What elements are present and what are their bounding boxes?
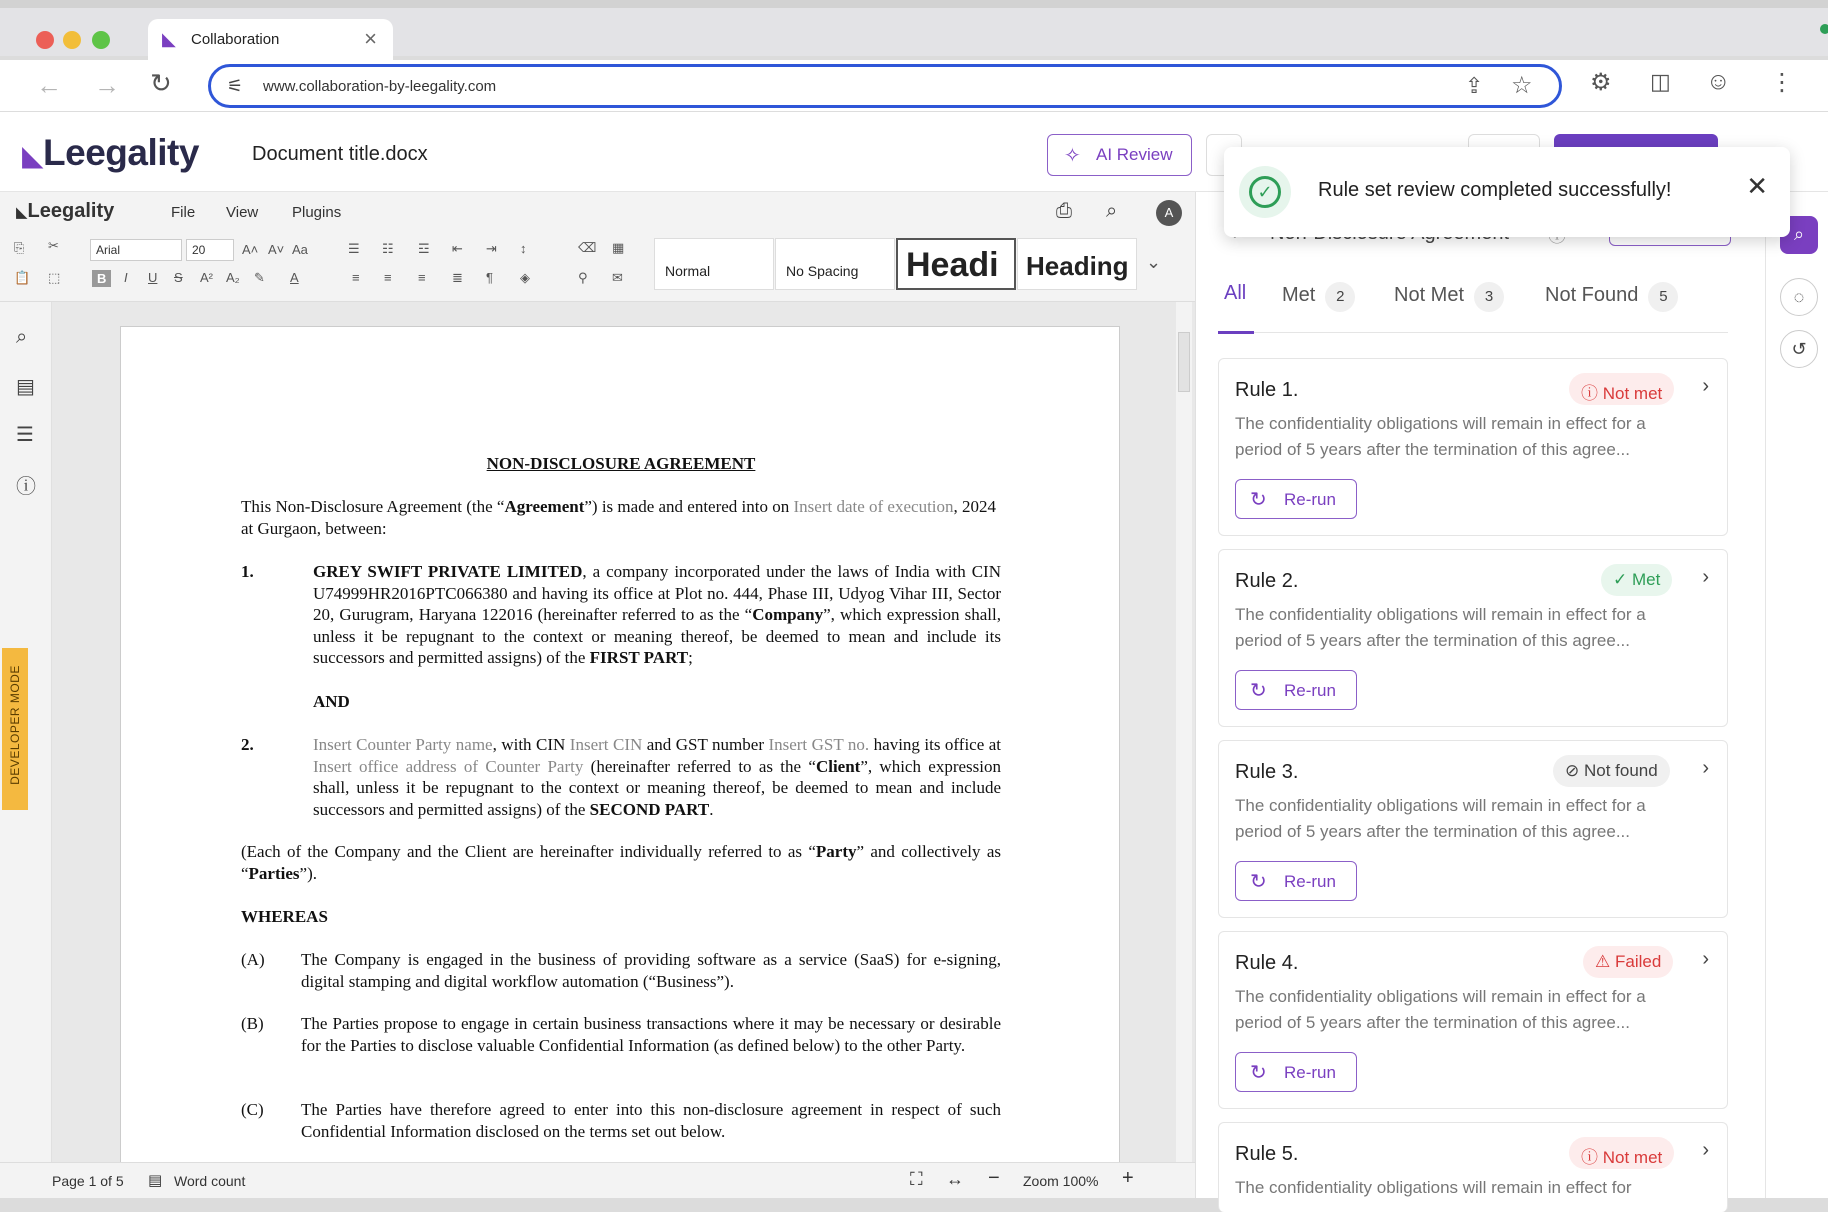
decrease-indent-icon[interactable]: ⇤: [452, 241, 463, 256]
profile-face-icon[interactable]: ☺: [1706, 68, 1731, 95]
font-size-select[interactable]: 20: [186, 239, 234, 261]
style-normal[interactable]: [654, 238, 774, 290]
settings-gear-icon[interactable]: ⚙: [1590, 69, 1612, 96]
style-heading2-label: Heading: [1026, 251, 1129, 281]
close-window-button[interactable]: [36, 31, 54, 49]
browser-menu-icon[interactable]: ⋮: [1770, 69, 1794, 96]
find-icon[interactable]: ⌕: [16, 326, 28, 348]
menu-plugins[interactable]: Plugins: [292, 204, 342, 221]
status-badge: ⓘ Not met: [1569, 373, 1674, 405]
toast-check-wrap: [1239, 166, 1291, 218]
align-right-icon[interactable]: ≡: [418, 270, 426, 285]
page-indicator: Page 1 of 5: [52, 1173, 124, 1189]
increase-font-icon[interactable]: A˄: [242, 242, 259, 257]
mail-merge-icon[interactable]: ✉: [612, 270, 623, 285]
recital-c-text: The Parties have therefore agreed to enter into this non-disclosure agreement in respect of such Confidential Information disclosed on the terms set out below.: [301, 1100, 1001, 1141]
word-count-icon: ▤: [148, 1172, 163, 1189]
paste-icon[interactable]: 📋: [14, 270, 31, 285]
numbered-list-icon[interactable]: ☷: [382, 241, 394, 256]
print-icon[interactable]: ⎙: [1056, 200, 1072, 222]
not-met-icon: ⓘ: [1581, 1148, 1598, 1167]
format-painter-icon[interactable]: ⚲: [578, 270, 588, 285]
tab-not-met[interactable]: Not Met 3: [1394, 282, 1504, 312]
editor-logo-text: Leegality: [27, 200, 115, 222]
tab-met[interactable]: Met 2: [1282, 282, 1355, 312]
fit-page-icon[interactable]: ⛶: [910, 1169, 923, 1189]
editor-menu-bar: [0, 192, 1195, 232]
ai-review-label: AI Review: [1096, 145, 1173, 164]
status-badge: ⊘ Not found: [1553, 755, 1670, 787]
line-spacing-icon[interactable]: ↕: [520, 241, 527, 256]
highlight-icon[interactable]: ✎: [254, 270, 265, 285]
rule-description: The confidentiality obligations will remain in effect for a period of 5 years after the termination of this agree...: [1235, 605, 1646, 650]
cut-icon[interactable]: ✂: [48, 238, 59, 253]
select-all-icon[interactable]: ⬚: [48, 270, 61, 285]
warning-icon: ⚠: [1595, 952, 1611, 971]
style-heading1-label: Headi: [906, 246, 999, 284]
shading-icon[interactable]: ▦: [612, 240, 625, 255]
share-icon[interactable]: ⇪: [1465, 73, 1484, 98]
sparkle-icon: ✧: [1064, 145, 1081, 167]
editor-toolbar: [0, 232, 1195, 302]
minimize-window-button[interactable]: [63, 31, 81, 49]
maximize-window-button[interactable]: [92, 31, 110, 49]
developer-mode-badge: [2, 648, 28, 810]
tab-not-found[interactable]: Not Found 5: [1545, 282, 1678, 312]
rerun-button[interactable]: ↻ Re-run: [1235, 1052, 1357, 1092]
bold-icon[interactable]: B: [92, 270, 111, 287]
developer-mode-label: DEVELOPER MODE: [8, 665, 22, 785]
ai-review-panel-icon[interactable]: ⌕: [1780, 216, 1818, 254]
status-badge: ✓ Met: [1601, 564, 1672, 596]
rule-card[interactable]: [1218, 931, 1728, 1109]
clause-1-text: GREY SWIFT PRIVATE LIMITED, a company incorporated under the laws of India with CIN U74999HR2016PTC066380 and having its office at Plot no. 444, Phase III, Udyog Vihar III, Sector 20, Gurugram, Haryana 122016 (hereinafter referred to as the “Company”, which expression shall, unless it be repugnant to the context or meaning thereof, be deemed to mean and include its successors and permitted assigns) of the FIRST PART;: [313, 562, 1001, 667]
chevron-right-icon[interactable]: ›: [1702, 1139, 1709, 1161]
chat-icon[interactable]: ◌: [1780, 278, 1818, 316]
and-separator: AND: [313, 692, 350, 711]
font-color-icon[interactable]: A: [290, 270, 299, 285]
zoom-out-icon[interactable]: −: [988, 1167, 1000, 1189]
style-no-spacing-label: No Spacing: [786, 263, 859, 279]
word-count-button[interactable]: Word count: [174, 1173, 246, 1189]
browser-address-bar: [0, 60, 1828, 112]
fit-width-icon[interactable]: ↔: [946, 1169, 964, 1189]
clause-2-text: Insert Counter Party name, with CIN Insert CIN and GST number Insert GST no. having its office at Insert office address of Counter Party (hereinafter referred to as the “Client”, which expression shall, unless it be repugnant to the context or meaning thereof, be deemed to mean and include successors and permitted assigns) of the SECOND PART.: [313, 735, 1002, 819]
toast-message: Rule set review completed successfully!: [1318, 179, 1672, 201]
italic-icon[interactable]: I: [124, 270, 128, 285]
right-tool-rail: [1765, 192, 1828, 1198]
bookmark-star-icon[interactable]: ☆: [1511, 72, 1533, 99]
recital-c-label: (C): [241, 1100, 264, 1119]
rule-review-panel: [1195, 192, 1765, 1198]
style-normal-label: Normal: [665, 263, 711, 279]
active-tab-indicator: [1218, 331, 1254, 334]
menu-view[interactable]: View: [226, 204, 259, 221]
browser-tab-bar: [0, 0, 1828, 56]
status-badge: ⚠ Failed: [1583, 946, 1673, 978]
editor-status-bar: [0, 1162, 1195, 1198]
rule-title: Rule 3.: [1235, 761, 1299, 783]
close-tab-icon[interactable]: ×: [364, 26, 377, 51]
toast-close-icon[interactable]: ✕: [1746, 171, 1768, 201]
whereas-heading: WHEREAS: [241, 907, 328, 926]
scrollbar-thumb[interactable]: [1178, 332, 1190, 392]
window-top-strip: [0, 0, 1828, 8]
styles-expand-icon[interactable]: ⌄: [1146, 252, 1162, 272]
fill-color-icon[interactable]: ◈: [520, 270, 530, 285]
increase-indent-icon[interactable]: ⇥: [486, 241, 497, 256]
comments-icon[interactable]: ▤: [16, 376, 35, 398]
rule-description: The confidentiality obligations will remain in effect for a period of 5 years after the termination of this agree...: [1235, 987, 1646, 1032]
navigation-icon[interactable]: ☰: [16, 424, 34, 446]
rule-card[interactable]: [1218, 358, 1728, 536]
reload-icon[interactable]: ↻: [150, 68, 172, 98]
rule-description: The confidentiality obligations will remain in effect for a period of 5 years after the termination of this agree...: [1235, 796, 1646, 841]
site-settings-icon[interactable]: ⚟: [227, 76, 244, 96]
rerun-icon: ↻: [1250, 680, 1267, 702]
font-family-select[interactable]: Arial: [90, 239, 182, 261]
rule-title: Rule 4.: [1235, 952, 1299, 974]
tab-divider: [1218, 332, 1728, 333]
clause-2-number: 2.: [241, 735, 254, 754]
search-icon[interactable]: ⌕: [1106, 200, 1118, 222]
rerun-button[interactable]: ↻ Re-run: [1235, 479, 1357, 519]
rerun-icon: ↻: [1250, 1062, 1267, 1084]
align-center-icon[interactable]: ≡: [384, 270, 392, 285]
parties-definition: (Each of the Company and the Client are hereinafter individually referred to as “Party” and collectively as “Parties”).: [241, 842, 1001, 883]
rule-description: The confidentiality obligations will remain in effect for a period of 5 years after the termination of this agree...: [1235, 414, 1646, 459]
zoom-in-icon[interactable]: +: [1122, 1167, 1134, 1189]
recital-b-text: The Parties propose to engage in certain business transactions where it may be necessary or desirable for the Parties to disclose valuable Confidential Information (as defined below) to the other Party.: [301, 1014, 1001, 1055]
tab-not-found-count: 5: [1648, 282, 1678, 312]
menu-file[interactable]: File: [171, 204, 196, 221]
editor-logo: [16, 200, 114, 223]
bullet-list-icon[interactable]: ☰: [348, 241, 360, 256]
chevron-right-icon[interactable]: ›: [1702, 566, 1709, 588]
recital-a-label: (A): [241, 950, 265, 969]
document-scrollbar[interactable]: [1176, 302, 1192, 1162]
ai-review-button[interactable]: [1047, 134, 1192, 176]
rule-title: Rule 5.: [1235, 1143, 1299, 1165]
rerun-icon: ↻: [1250, 489, 1267, 511]
underline-icon[interactable]: U: [148, 270, 158, 285]
rerun-button[interactable]: ↻ Re-run: [1235, 861, 1357, 901]
chevron-right-icon[interactable]: ›: [1702, 948, 1709, 970]
zoom-level: Zoom 100%: [1023, 1173, 1099, 1189]
rerun-button[interactable]: ↻ Re-run: [1235, 670, 1357, 710]
document-canvas: [52, 302, 1195, 1162]
rerun-icon: ↻: [1250, 871, 1267, 893]
change-case-icon[interactable]: Aa: [292, 242, 308, 257]
recital-a-text: The Company is engaged in the business of providing software as a service (SaaS) for e-signing, digital stamping and digital workflow automation (“Business”).: [301, 950, 1001, 991]
intro-paragraph: This Non-Disclosure Agreement (the “Agreement”) is made and entered into on Insert date of execution, 2024 at Gurgaon, between:: [241, 497, 997, 538]
success-check-icon: ✓: [1249, 176, 1281, 208]
leegality-logo: [22, 132, 199, 174]
superscript-icon[interactable]: A²: [200, 270, 213, 285]
document-title: Document title.docx: [252, 143, 428, 165]
not-found-icon: ⊘: [1565, 761, 1580, 780]
editor-logo-icon: ◣: [16, 204, 28, 221]
strikethrough-icon[interactable]: S: [174, 270, 183, 285]
status-badge: ⓘ Not met: [1569, 1137, 1674, 1169]
rule-title: Rule 2.: [1235, 570, 1299, 592]
document-heading: NON-DISCLOSURE AGREEMENT: [486, 454, 756, 473]
avatar[interactable]: A: [1156, 200, 1182, 226]
style-heading2[interactable]: [1017, 238, 1137, 290]
tab-all[interactable]: All: [1224, 282, 1247, 304]
rule-card[interactable]: [1218, 740, 1728, 918]
decrease-font-icon[interactable]: A˅: [268, 242, 285, 257]
rule-card[interactable]: [1218, 549, 1728, 727]
paragraph-mark-icon[interactable]: ¶: [486, 270, 493, 285]
subscript-icon[interactable]: A₂: [226, 270, 240, 285]
logo-text: Leegality: [43, 132, 199, 173]
tab-met-count: 2: [1325, 282, 1355, 312]
url-text: www.collaboration-by-leegality.com: [263, 78, 497, 95]
rule-title: Rule 1.: [1235, 379, 1299, 401]
status-dot-icon: [1820, 24, 1828, 34]
recital-b-label: (B): [241, 1014, 264, 1033]
tab-title: Collaboration: [191, 31, 280, 48]
style-no-spacing[interactable]: [775, 238, 895, 290]
rule-card[interactable]: [1218, 1122, 1728, 1212]
justify-icon[interactable]: ≣: [452, 270, 463, 285]
align-left-icon[interactable]: ≡: [352, 270, 360, 285]
back-arrow-icon[interactable]: ←: [36, 70, 62, 100]
multilevel-list-icon[interactable]: ☲: [418, 241, 430, 256]
logo-mark-icon: ◣: [22, 140, 44, 171]
not-met-icon: ⓘ: [1581, 384, 1598, 403]
chevron-right-icon[interactable]: ›: [1702, 375, 1709, 397]
sidebar-toggle-icon[interactable]: ◫: [1650, 69, 1671, 94]
chevron-right-icon[interactable]: ›: [1702, 757, 1709, 779]
style-heading1[interactable]: [896, 238, 1016, 290]
document-page[interactable]: [120, 326, 1120, 1176]
editor-left-rail: [0, 302, 52, 1162]
tab-not-met-count: 3: [1474, 282, 1504, 312]
url-field[interactable]: [208, 64, 1562, 108]
rule-description: The confidentiality obligations will remain in effect for: [1235, 1178, 1632, 1197]
favicon-icon: ◣: [162, 29, 176, 49]
browser-tab[interactable]: [148, 19, 393, 60]
success-toast: [1224, 147, 1790, 237]
forward-arrow-icon[interactable]: →: [94, 70, 120, 100]
copy-icon[interactable]: ⎘: [14, 240, 25, 255]
eraser-icon[interactable]: ⌫: [578, 240, 597, 255]
clause-1-number: 1.: [241, 562, 254, 581]
info-icon[interactable]: ⓘ: [16, 476, 36, 498]
history-icon[interactable]: ↺: [1780, 330, 1818, 368]
met-check-icon: ✓: [1613, 570, 1628, 589]
